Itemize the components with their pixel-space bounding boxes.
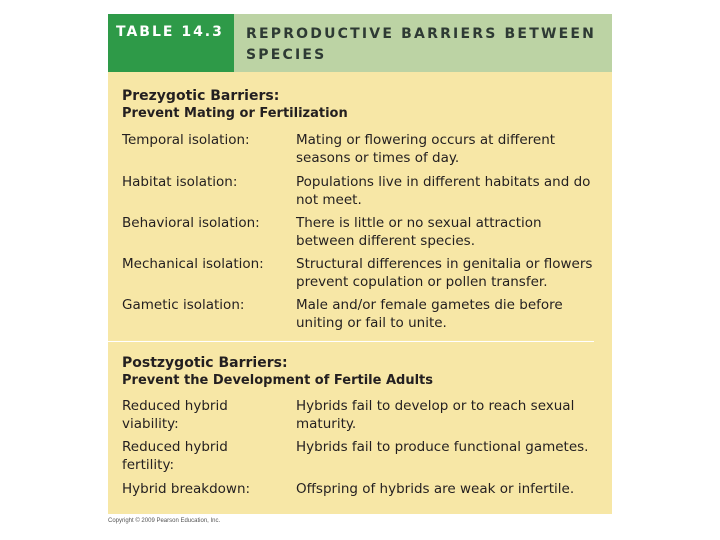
table-title: REPRODUCTIVE BARRIERS BETWEEN SPECIES — [246, 26, 597, 63]
barrier-term: Mechanical isolation: — [122, 256, 264, 272]
prezygotic-heading: Prezygotic Barriers: — [122, 88, 280, 104]
postzygotic-subheading: Prevent the Development of Fertile Adults — [122, 373, 433, 388]
copyright-notice: Copyright © 2009 Pearson Education, Inc. — [108, 518, 221, 524]
barrier-term: Habitat isolation: — [122, 174, 238, 190]
reproductive-barriers-table — [108, 14, 612, 514]
barrier-term: Behavioral isolation: — [122, 215, 260, 231]
prezygotic-heading-block — [122, 88, 602, 122]
section-divider — [108, 341, 594, 342]
postzygotic-heading-block — [122, 355, 602, 389]
prezygotic-subheading: Prevent Mating or Fertilization — [122, 106, 348, 121]
table-label-box — [108, 14, 234, 72]
barrier-description: There is little or no sexual attraction between different species. — [296, 215, 542, 249]
barrier-term: Reduced hybrid viability: — [122, 398, 228, 432]
barrier-description: Hybrids fail to develop or to reach sexual maturity. — [296, 398, 575, 432]
barrier-description: Mating or flowering occurs at different seasons or times of day. — [296, 132, 556, 166]
table-label: TABLE 14.3 — [116, 24, 224, 40]
postzygotic-heading: Postzygotic Barriers: — [122, 355, 288, 371]
barrier-description: Populations live in different habitats and do not meet. — [296, 174, 591, 208]
table-header — [108, 14, 612, 72]
barrier-term: Reduced hybrid fertility: — [122, 439, 228, 473]
barrier-description: Hybrids fail to produce functional gametes. — [296, 439, 589, 455]
barrier-description: Male and/or female gametes die before uniting or fail to unite. — [296, 297, 563, 331]
barrier-description: Structural differences in genitalia or flowers prevent copulation or pollen transfer. — [296, 256, 593, 290]
barrier-term: Hybrid breakdown: — [122, 481, 251, 497]
barrier-term: Gametic isolation: — [122, 297, 245, 313]
barrier-description: Offspring of hybrids are weak or infertile. — [296, 481, 575, 497]
barrier-term: Temporal isolation: — [122, 132, 250, 148]
table-title-box — [234, 14, 612, 72]
